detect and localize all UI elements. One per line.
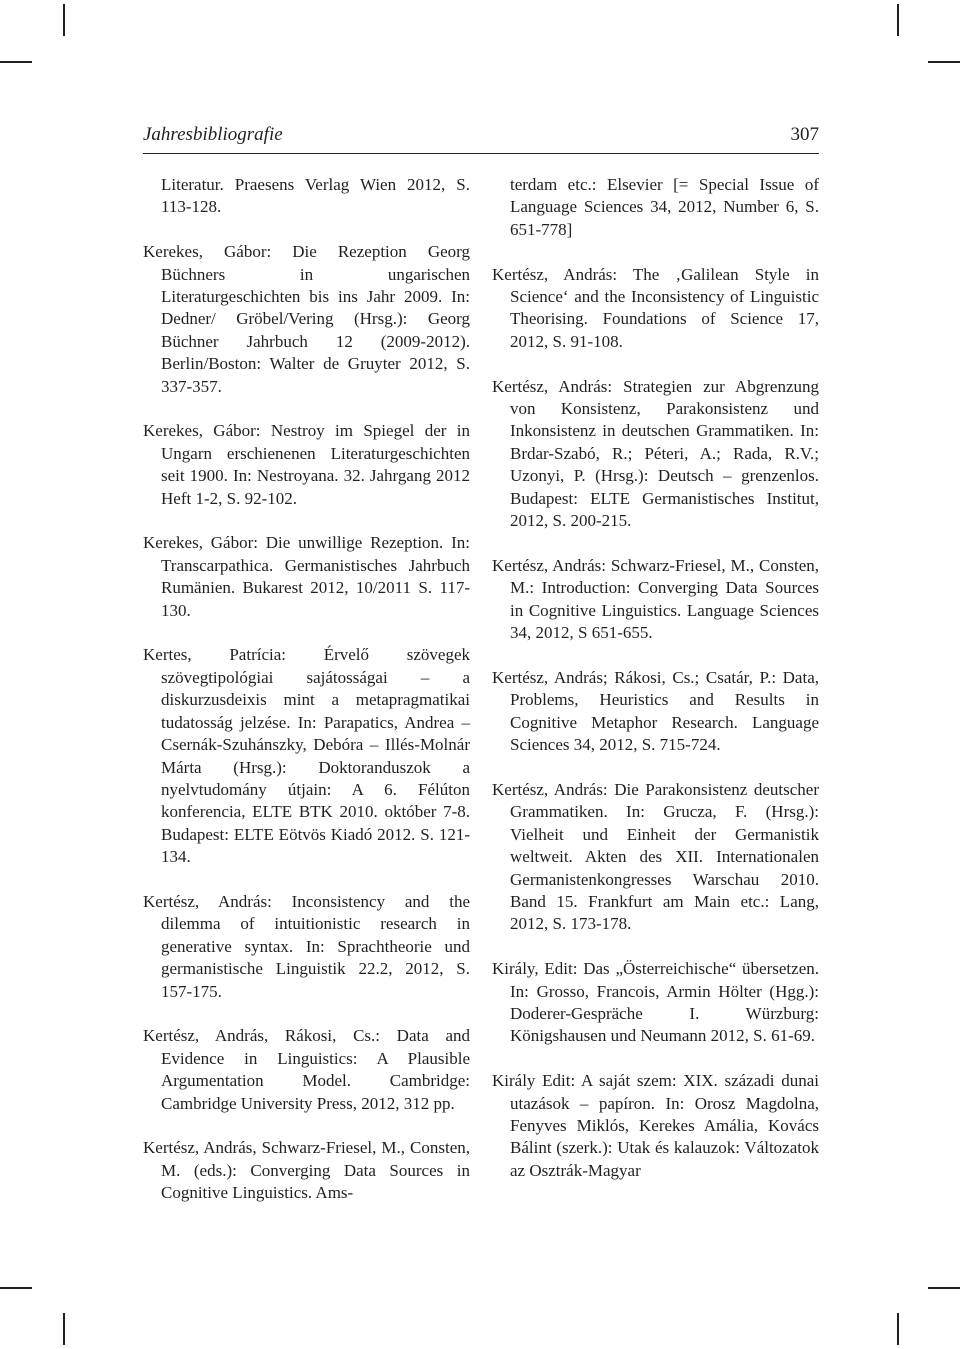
bibliography-entry: Kertész, András, Rákosi, Cs.: Data and Evidence in Linguistics: A Plausible Argumentation Model. Cambridge: Cambridge University Press, 2012, 312 pp. [143,1026,470,1113]
bibliography-entry: Kertész, András: Schwarz-Friesel, M., Consten, M.: Introduction: Converging Data Sources in Cognitive Linguistics. Language Sciences 34, 2012, S 651-655. [492,555,819,643]
running-header [143,124,819,152]
bibliography-entry: Király Edit: A saját szem: XIX. századi dunai utazások – papíron. In: Orosz Magdolna, Fenyves Miklós, Kerekes Amália, Kovács Bálint (szerk.): Utak és kalauzok: Változatok az Osztrák-Magyar [492,1071,819,1180]
bibliography-entry: terdam etc.: Elsevier [= Special Issue of Language Sciences 34, 2012, Number 6, S. 651-778] [510,175,819,239]
running-title: Jahresbibliografie [143,124,283,145]
bibliography-entry: Literatur. Praesens Verlag Wien 2012, S. 113-128. [161,175,470,217]
left-column [143,174,470,1227]
crop-mark-bottom-left [63,1313,65,1345]
bibliography-entry: Kertész, András: Strategien zur Abgrenzung von Konsistenz, Parakonsistenz und Inkonsistenz in deutschen Grammatiken. In: Brdar-Szabó, R.; Péteri, A.; Rada, R.V.; Uzonyi, P. (Hrsg.): Deutsch – grenzenlos. Budapest: ELTE Germanistisches Institut, 2012, S. 200-215. [492,376,819,531]
bibliography-entry: Kertész, András: Die Parakonsistenz deutscher Grammatiken. In: Grucza, F. (Hrsg.): Vielheit und Einheit der Germanistik weltweit. Akten des XII. Internationalen Germanistenkongresses Warschau 2010. Band 15. Frankfurt am Main etc.: Lang, 2012, S. 173-178. [492,779,819,934]
crop-mark-bottom-right [897,1313,899,1345]
bibliography-entry: Kertész, András; Rákosi, Cs.; Csatár, P.: Data, Problems, Heuristics and Results in Cognitive Metaphor Research. Language Sciences 34, 2012, S. 715-724. [492,667,819,755]
crop-mark-top-right [897,4,899,36]
header-rule [143,153,819,154]
crop-mark-left-lower [0,1287,32,1289]
bibliography-entry: Kertész, András: Inconsistency and the dilemma of intuitionistic research in generative syntax. In: Sprachtheorie und germanistische Linguistik 22.2, 2012, S. 157-175. [143,891,470,1001]
bibliography-entry: Kerekes, Gábor: Die unwillige Rezeption. In: Transcarpathica. Germanistisches Jahrbuch Rumänien. Bukarest 2012, 10/2011 S. 117-130. [143,533,470,620]
crop-mark-top-left [63,4,65,36]
bibliography-entry: Kerekes, Gábor: Die Rezeption Georg Büchners in ungarischen Literaturgeschichten bis ins Jahr 2009. In: Dedner/ Gröbel/Vering (Hrsg.): Georg Büchner Jahrbuch 12 (2009-2012). Berlin/Boston: Walter de Gruyter 2012, S. 337-357. [143,242,470,396]
bibliography-entry: Kertész, András, Schwarz-Friesel, M., Consten, M. (eds.): Converging Data Sources in Cognitive Linguistics. Ams- [143,1138,470,1203]
crop-mark-right-lower [928,1287,960,1289]
bibliography-entry: Kertész, András: The ‚Galilean Style in Science‘ and the Inconsistency of Linguistic Theorising. Foundations of Science 17, 2012, S. 91-108. [492,264,819,351]
crop-mark-left-upper [0,61,32,63]
crop-mark-right-upper [928,61,960,63]
bibliography-entry: Kertes, Patrícia: Érvelő szövegek szövegtipológiai sajátosságai – a diskurzusdeixis mint a metapragmatikai tudatosság jelzése. In: Parapatics, Andrea – Csernák-Szuhánszky, Debóra – Illés-Molnár Márta (Hrsg.): Doktoranduszok a nyelvtudomány útjain: A 6. Félúton konferencia, ELTE BTK 2010. október 7-8. Budapest: ELTE Eötvös Kiadó 2012. S. 121-134. [143,645,470,867]
page-number: 307 [790,124,819,145]
right-column [492,174,819,1205]
bibliography-entry: Kerekes, Gábor: Nestroy im Spiegel der in Ungarn erschienenen Literaturgeschichten seit 1900. In: Nestroyana. 32. Jahrgang 2012 Heft 1-2, S. 92-102. [143,421,470,508]
bibliography-entry: Király, Edit: Das „Österreichische“ übersetzen. In: Grosso, Francois, Armin Hölter (Hgg.): Doderer-Gespräche I. Würzburg: Königshausen und Neumann 2012, S. 61-69. [492,959,819,1046]
